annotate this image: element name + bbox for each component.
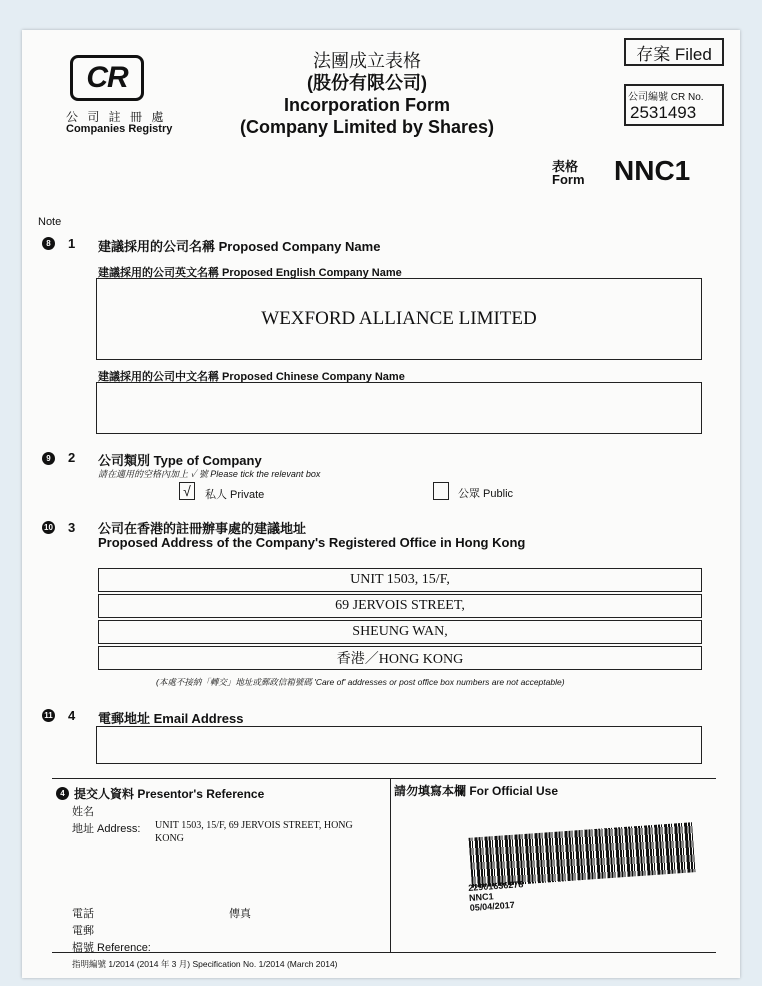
note-marker [42,521,55,534]
cr-logo-text: CR [86,61,128,94]
form-label-zh: 表格 [552,159,579,174]
presenter-email-label: 電郵 [72,925,94,937]
filed-stamp-box [624,38,724,66]
registry-name-en: Companies Registry [66,123,173,135]
note-marker [42,237,55,250]
bottom-divider [52,778,716,779]
cr-number-value: 2531493 [630,103,697,122]
note-marker-number: 10 [44,523,53,532]
address-line-4[interactable] [98,646,702,670]
address-line-3[interactable] [98,620,702,644]
address-line-2-value: 69 JERVOIS STREET, [335,598,465,613]
note-marker [42,452,55,465]
chinese-name-field[interactable] [96,382,702,434]
presenter-address-line-2: KONG [155,833,184,844]
cr-number-label: 公司編號 CR No. [628,92,704,103]
form-label-en: Form [552,172,585,187]
section-title-company-name: 建議採用的公司名稱 Proposed Company Name [98,239,381,254]
section-title-address-zh: 公司在香港的註冊辦事處的建議地址 [98,521,307,536]
chinese-name-label: 建議採用的公司中文名稱 Proposed Chinese Company Name [98,371,405,383]
presenter-reference-label: 檔號 Reference: [72,942,151,954]
form-code: NNC1 [614,155,691,186]
barcode-number: 22901636278 [468,879,524,893]
public-label: 公眾 Public [458,488,514,500]
section-title-address-en: Proposed Address of the Company's Registered Office in Hong Kong [98,535,526,550]
barcode [469,822,696,888]
presenter-address-line-1: UNIT 1503, 15/F, 69 JERVOIS STREET, HONG [155,820,353,831]
section-number: 3 [68,520,76,535]
title-en-1: Incorporation Form [284,95,450,115]
presenter-fax-label: 傳真 [229,908,251,920]
email-field[interactable] [96,726,702,764]
cr-number-box [624,84,724,126]
title-zh-1: 法團成立表格 [313,51,421,71]
note-marker [56,787,69,800]
english-name-value: WEXFORD ALLIANCE LIMITED [261,308,537,329]
footer-divider [52,952,716,953]
title-en-2: (Company Limited by Shares) [239,117,495,137]
section-number: 1 [68,236,76,251]
cr-logo [70,55,144,101]
private-checkbox[interactable] [179,482,195,500]
form-title [222,50,512,138]
english-name-field[interactable] [96,278,702,360]
address-line-2[interactable] [98,594,702,618]
barcode-form: NNC1 [468,891,494,903]
barcode-date: 05/04/2017 [469,899,516,913]
registry-name-zh: 公 司 註 冊 處 [66,110,167,124]
barcode-caption [468,879,525,913]
section-number: 4 [68,708,76,723]
note-marker [42,709,55,722]
address-line-1[interactable] [98,568,702,592]
filed-label: 存案 Filed [636,44,712,64]
form-page [22,30,740,978]
vertical-divider [390,778,391,952]
title-zh-2: (股份有限公司) [307,73,427,93]
private-label: 私人 Private [205,489,265,501]
presenter-title: 提交人資料 Presentor's Reference [74,787,265,801]
note-marker-number: 8 [46,239,51,248]
section-title-company-type: 公司類別 Type of Company [98,453,262,468]
tick-instruction: 請在適用的空格內加上 ✓ 號 Please tick the relevant box [98,469,321,479]
address-line-3-value: SHEUNG WAN, [352,624,448,639]
section-title-email: 電郵地址 Email Address [98,711,244,726]
official-use-title: 請勿填寫本欄 For Official Use [394,784,559,798]
public-checkbox[interactable] [433,482,449,500]
english-name-label: 建議採用的公司英文名稱 Proposed English Company Name [98,267,402,279]
private-check-mark: √ [183,483,191,499]
presenter-tel-label: 電話 [72,908,94,920]
note-marker-number: 11 [44,711,53,720]
presenter-address-label: 地址 Address: [72,823,141,835]
presenter-name-label: 姓名 [72,806,94,818]
note-marker-number: 9 [46,454,51,463]
address-note: (本處不接納「轉交」地址或郵政信箱號碼 'Care of' addresses or post office box numbers are not acceptable) [156,677,565,687]
note-marker-number: 4 [60,789,65,798]
specification-footer: 指明編號 1/2014 (2014 年 3 月) Specification No. 1/2014 (March 2014) [72,959,338,969]
address-line-1-value: UNIT 1503, 15/F, [350,572,450,587]
note-label: Note [38,216,62,228]
section-number: 2 [68,450,76,465]
address-line-4-value: 香港／HONG KONG [336,652,464,667]
